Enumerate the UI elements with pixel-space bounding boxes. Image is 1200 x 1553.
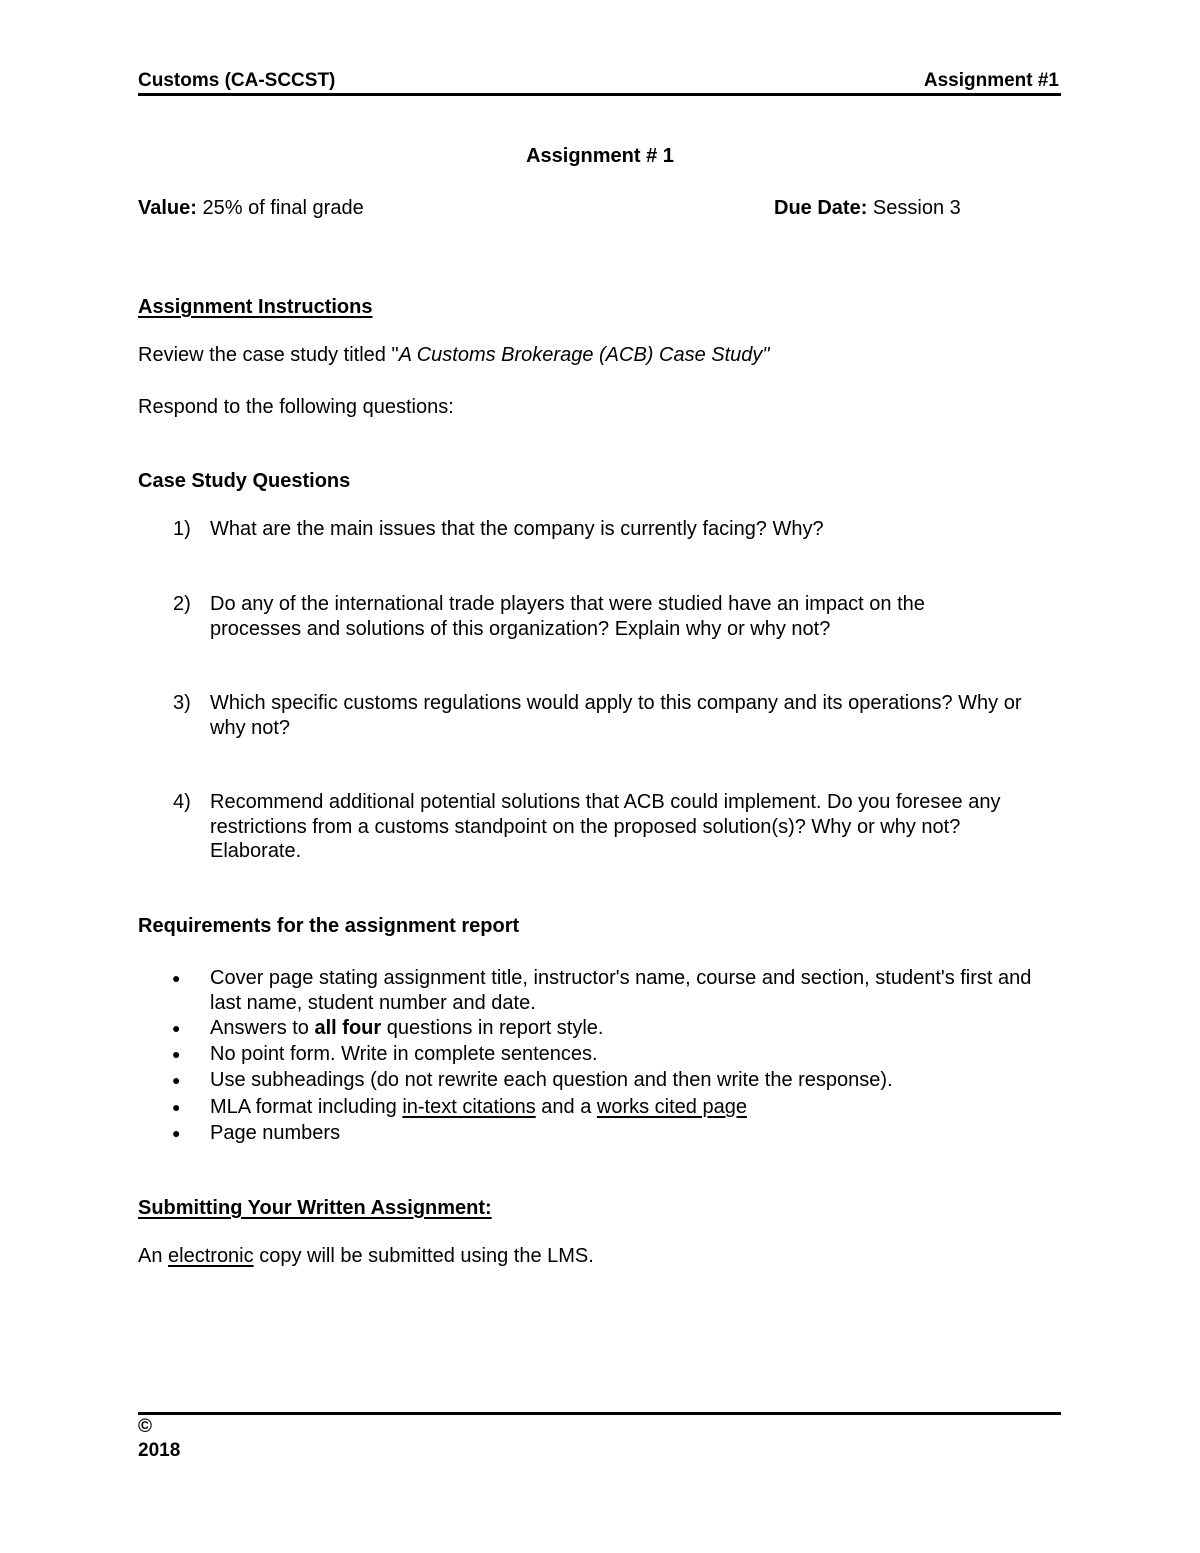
bullet-icon: ● <box>172 1125 181 1141</box>
page-title: Assignment # 1 <box>526 145 674 167</box>
value-label: Value: <box>138 197 197 219</box>
requirement-item: No point form. Write in complete sentences. <box>210 1043 598 1065</box>
review-line <box>138 343 770 368</box>
header-assignment: Assignment #1 <box>923 70 1059 91</box>
submitting-text: An <box>138 1245 169 1267</box>
question-text: Recommend additional potential solutions that ACB could implement. Do you foresee any restrictions from a customs standpoint on the proposed solution(s)? Why or why not? Elaborate. <box>210 791 1001 862</box>
footer-copyright: © <box>138 1416 152 1437</box>
review-prefix: Review the case study titled " <box>138 344 399 366</box>
questions-heading: Case Study Questions <box>138 470 351 492</box>
header-rule <box>138 93 1061 96</box>
question-number: 2) <box>173 593 191 615</box>
electronic-text: electronic <box>168 1245 254 1267</box>
respond-line: Respond to the following questions: <box>138 396 454 418</box>
question-text: Which specific customs regulations would apply to this company and its operations? Why or why not? <box>210 692 1022 739</box>
question-number: 1) <box>173 518 191 540</box>
requirement-item: Page numbers <box>210 1122 341 1144</box>
in-text-citations-text: in-text citations <box>402 1096 536 1118</box>
submitting-heading: Submitting Your Written Assignment: <box>138 1197 492 1219</box>
requirement-emphasis: all four <box>314 1017 382 1039</box>
footer-year: 2018 <box>138 1440 181 1461</box>
requirements-heading: Requirements for the assignment report <box>138 915 520 937</box>
header-course: Customs (CA-SCCST) <box>138 70 336 91</box>
bullet-icon: ● <box>172 1099 181 1115</box>
question-text: What are the main issues that the company is currently facing? Why? <box>210 518 824 540</box>
due-date-line <box>774 196 961 221</box>
due-date-label: Due Date: <box>774 197 868 219</box>
bullet-icon: ● <box>172 970 181 986</box>
requirement-item <box>210 1016 1070 1041</box>
question-number: 3) <box>173 692 191 714</box>
requirement-item: Cover page stating assignment title, instructor's name, course and section, student's first and last name, student number and date. <box>210 967 1032 1014</box>
bullet-icon: ● <box>172 1072 181 1088</box>
requirement-text: MLA format including <box>210 1096 403 1118</box>
requirement-text: and a <box>535 1096 597 1118</box>
requirement-item <box>210 1095 1070 1120</box>
case-study-title: A Customs Brokerage (ACB) Case Study" <box>398 344 770 366</box>
value-line <box>138 196 364 221</box>
submitting-text: copy will be submitted using the LMS. <box>253 1245 594 1267</box>
footer-rule <box>138 1412 1061 1415</box>
due-date-text: Session 3 <box>867 197 961 219</box>
instructions-heading: Assignment Instructions <box>138 296 373 318</box>
question-text: Do any of the international trade players that were studied have an impact on the processes and solutions of this organization? Explain why or why not? <box>210 593 925 640</box>
value-text: 25% of final grade <box>196 197 364 219</box>
works-cited-page-text: works cited page <box>596 1096 747 1118</box>
requirement-text: Answers to <box>210 1017 315 1039</box>
question-number: 4) <box>173 791 191 813</box>
submitting-line <box>138 1244 594 1269</box>
requirement-text: questions in report style. <box>381 1017 604 1039</box>
bullet-icon: ● <box>172 1020 181 1036</box>
requirement-item: Use subheadings (do not rewrite each question and then write the response). <box>210 1069 893 1091</box>
bullet-icon: ● <box>172 1046 181 1062</box>
